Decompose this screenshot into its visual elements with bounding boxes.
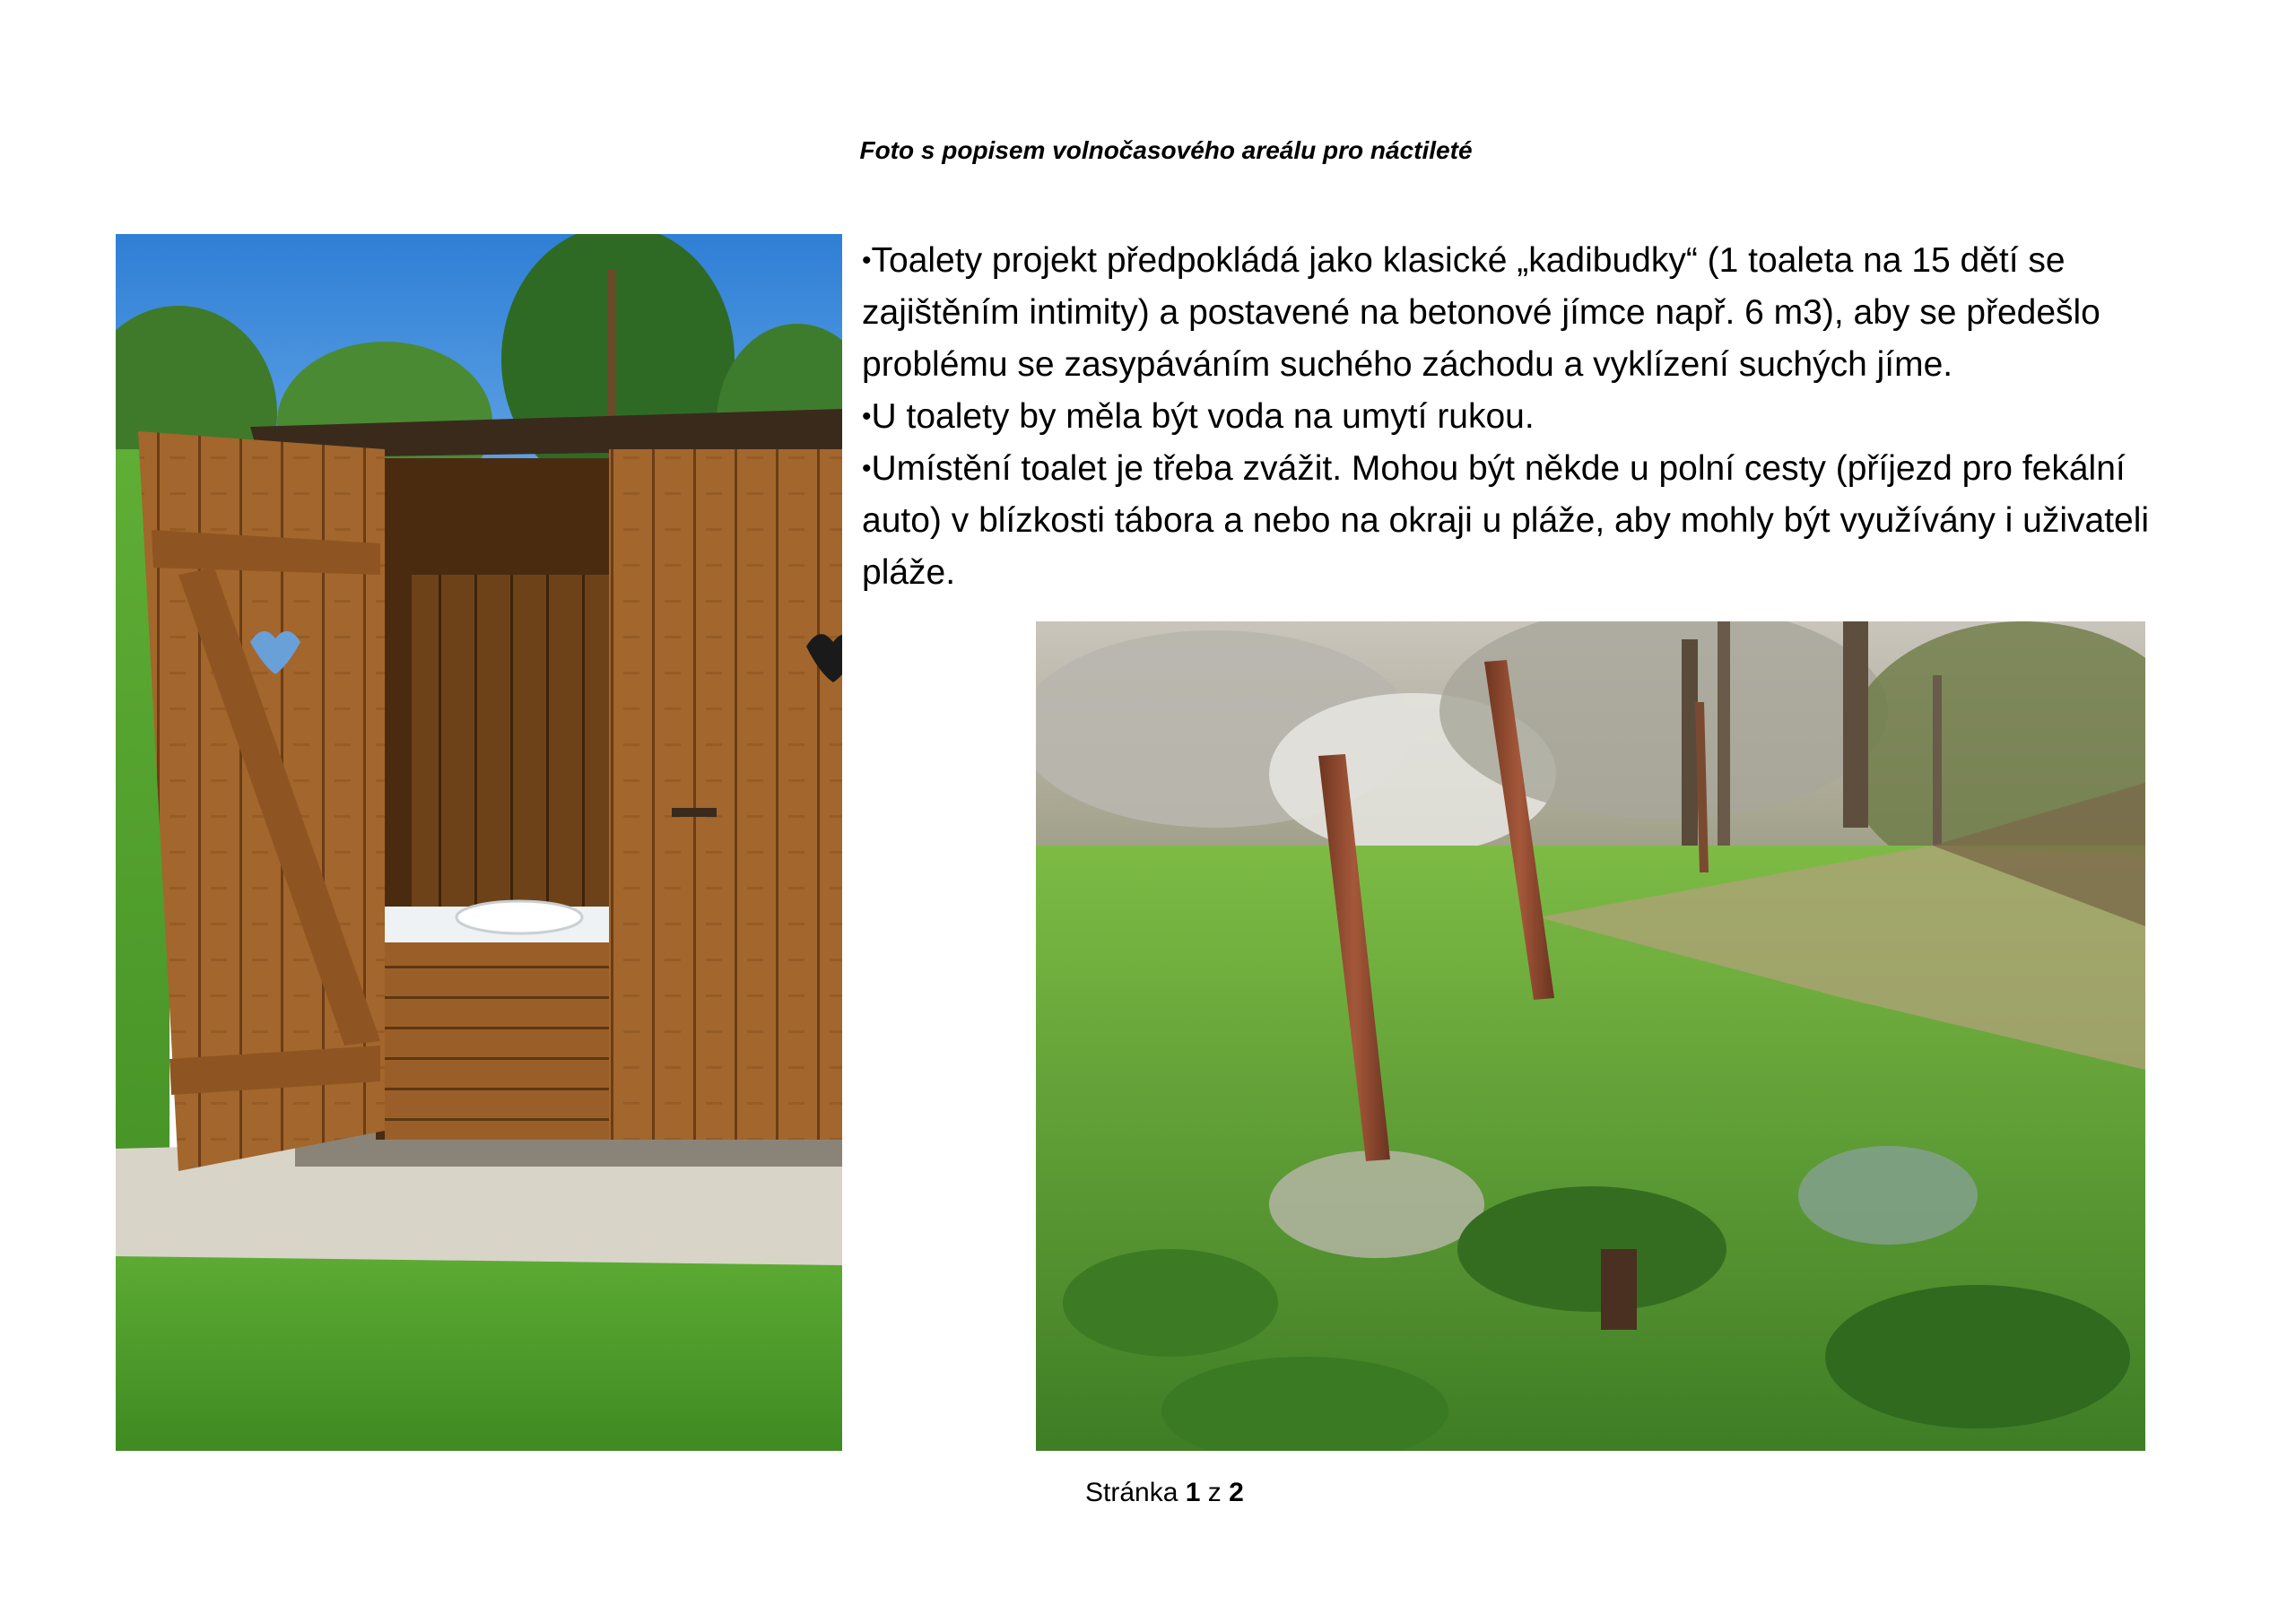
bullet-placement xyxy=(862,443,2189,599)
outhouse-photo-illustration xyxy=(116,234,842,1451)
outhouse-photo xyxy=(116,234,842,1451)
bullet-water xyxy=(862,391,2189,443)
bullet-glyph: • xyxy=(862,454,872,483)
footer-prefix: Stránka xyxy=(1085,1478,1178,1507)
bullet-glyph: • xyxy=(862,246,872,275)
footer-total-pages: 2 xyxy=(1229,1478,1244,1507)
footer-separator: z xyxy=(1207,1478,1222,1507)
field-photo xyxy=(1036,621,2145,1451)
field-photo-illustration xyxy=(1036,621,2145,1451)
bullet-text: U toalety by měla být voda na umytí rukou. xyxy=(871,397,1535,436)
bullet-toilets xyxy=(862,235,2189,391)
page-title: Foto s popisem volnočasového areálu pro náctileté xyxy=(859,136,1473,164)
toilet-description-list xyxy=(862,235,2189,599)
bullet-text: Toalety projekt předpokládá jako klasické „kadibudky“ (1 toaleta na 15 dětí se zajištěním intimity) a postavené na betonové jímce např. 6 m3), aby se předešlo problému se zasypáváním suchého záchodu a vyklízení suchých jíme. xyxy=(862,241,2100,384)
footer-current-page: 1 xyxy=(1185,1478,1201,1507)
bullet-glyph: • xyxy=(862,402,872,431)
page-footer xyxy=(1085,1478,1244,1508)
bullet-text: Umístění toalet je třeba zvážit. Mohou být někde u polní cesty (příjezd pro fekální auto) v blízkosti tábora a nebo na okraji u pláže, aby mohly být využívány i uživateli pláže. xyxy=(862,449,2150,592)
